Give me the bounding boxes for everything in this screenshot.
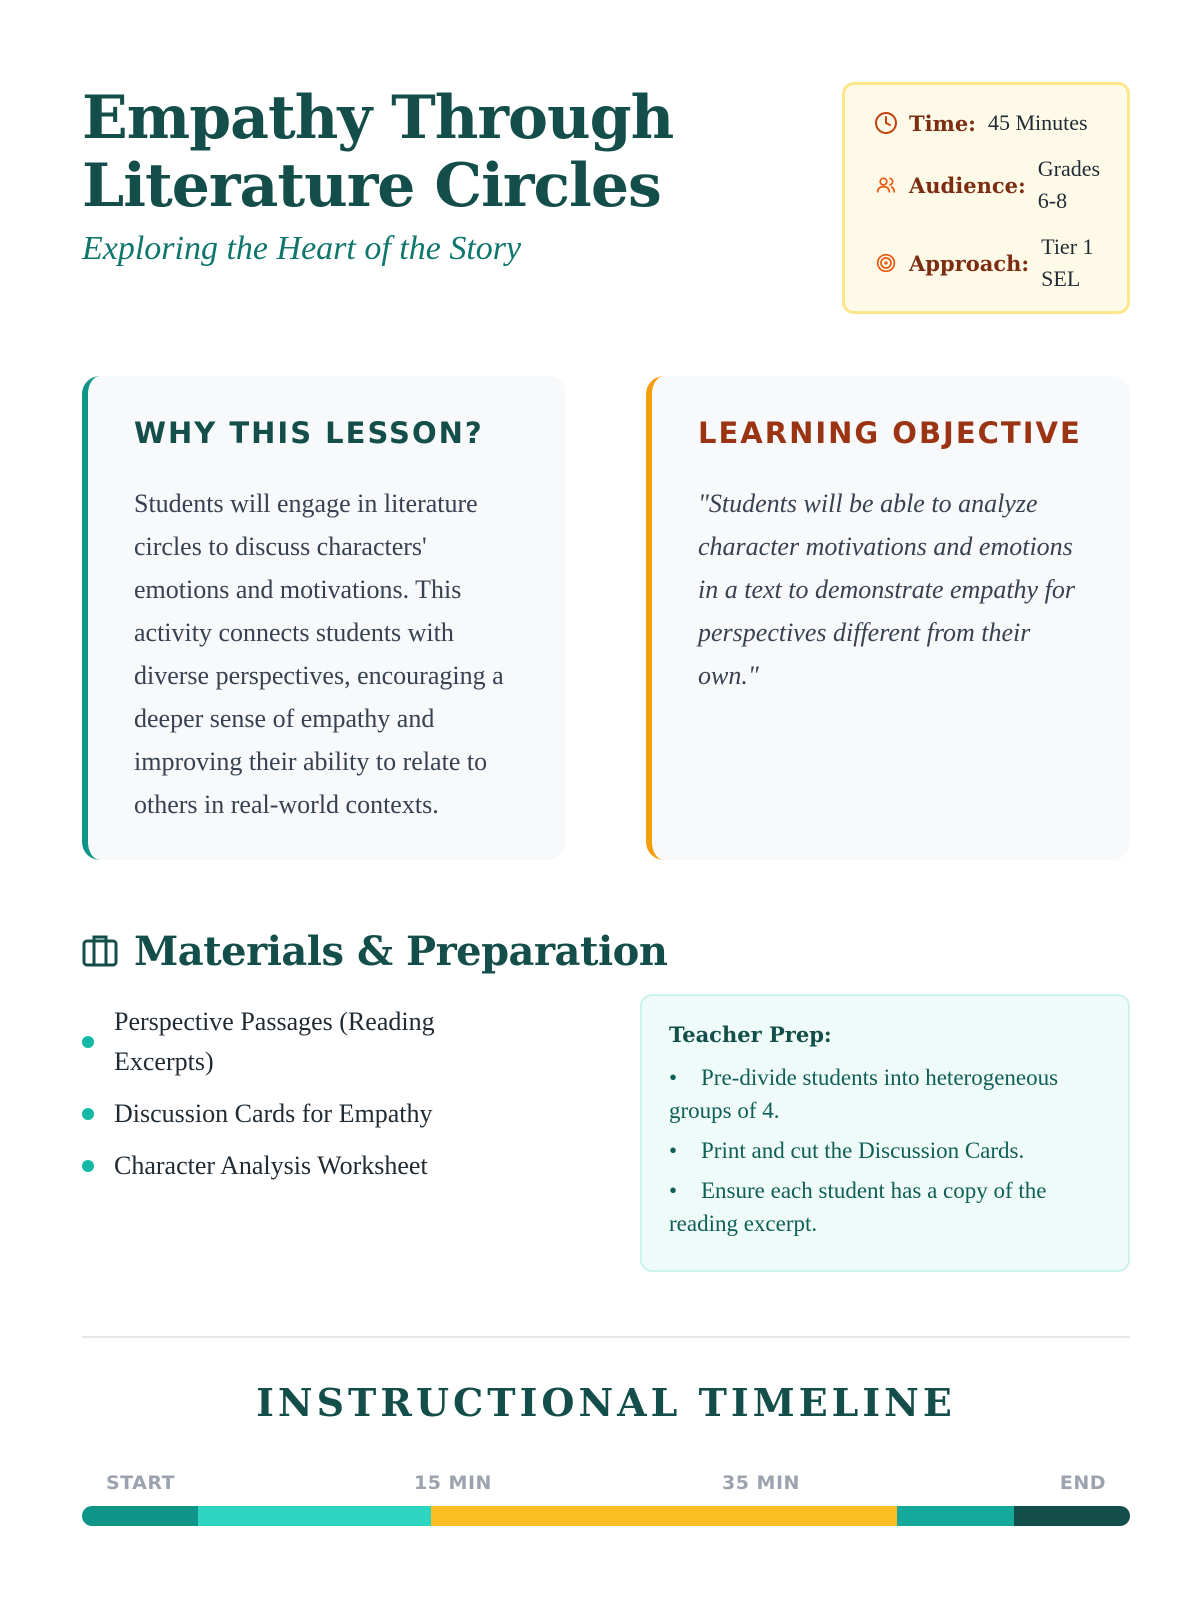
bullet-dot [82,1160,94,1172]
meta-audience-value: Grades 6-8 [1037,156,1101,213]
meta-time [873,107,1127,139]
timeline-heading: INSTRUCTIONAL TIMELINE [256,1380,956,1425]
list-item [82,1094,502,1134]
clock-icon [873,110,899,136]
page-subtitle: Exploring the Heart of the Story [82,230,522,267]
timeline-label-start: START [106,1472,176,1494]
prep-item: • Print and cut the Discussion Cards. [669,1138,1025,1163]
section-divider [82,1336,1130,1338]
material-label: Character Analysis Worksheet [114,1151,428,1180]
timeline-segment [198,1506,431,1526]
why-heading: WHY THIS LESSON? [134,416,484,450]
why-card [82,376,566,860]
teacher-prep-box [640,994,1130,1272]
why-body: Students will engage in literature circles to discuss characters' emotions and motivations. This activity connects students with diverse perspectives, encouraging a deeper sense of empathy and improving their ability to relate to others in real-world contexts. [134,489,504,819]
materials-header [82,928,667,975]
meta-time-label: Time: [909,110,976,136]
header [82,80,1130,320]
info-cards [82,376,1130,860]
objective-heading: LEARNING OBJECTIVE [698,416,1082,450]
timeline-label-35: 35 MIN [722,1472,800,1494]
target-icon [873,250,899,276]
materials-heading: Materials & Preparation [134,928,668,975]
meta-approach-label: Approach: [909,250,1030,276]
timeline-bar [82,1506,1130,1526]
prep-item-text: Pre-divide students into heterogeneous groups of 4. [669,1065,1059,1123]
lesson-meta-box [842,82,1130,314]
prep-item: • Ensure each student has a copy of the reading excerpt. [669,1178,1047,1236]
list-item [82,1146,502,1186]
meta-approach [873,231,1127,295]
objective-body: "Students will be able to analyze character motivations and emotions in a text to demonstrate empathy for perspectives different from their own." [698,489,1075,690]
prep-item-text: Print and cut the Discussion Cards. [701,1138,1025,1163]
list-item [82,1002,502,1082]
timeline-segment [82,1506,198,1526]
timeline-segment [431,1506,897,1526]
page-title: Empathy Through Literature Circles [82,83,674,221]
meta-audience-label: Audience: [909,172,1026,198]
meta-time-value: 45 Minutes [987,110,1088,135]
timeline-label-15: 15 MIN [414,1472,492,1494]
prep-item: • Pre-divide students into heterogeneous groups of 4. [669,1065,1059,1123]
meta-approach-value: Tier 1 SEL [1041,234,1094,291]
prep-title: Teacher Prep: [669,1022,832,1047]
meta-audience [873,153,1127,217]
timeline-label-end: END [1059,1472,1106,1494]
briefcase-icon [82,933,118,971]
objective-card [646,376,1130,860]
prep-item-text: Ensure each student has a copy of the reading excerpt. [669,1178,1047,1236]
bullet-dot [82,1108,94,1120]
timeline-segment [897,1506,1013,1526]
bullet-dot [82,1036,94,1048]
material-label: Perspective Passages (Reading Excerpts) [114,1007,435,1076]
material-label: Discussion Cards for Empathy [114,1099,433,1128]
lesson-plan-page [82,80,1130,1494]
materials-list [82,1002,502,1198]
users-icon [873,172,899,198]
timeline-segment [1014,1506,1130,1526]
